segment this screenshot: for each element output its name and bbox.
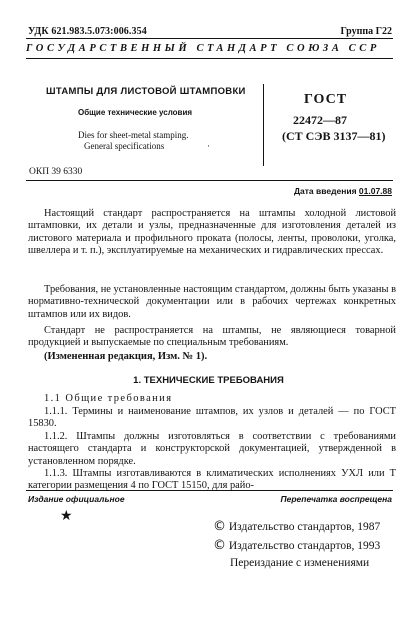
copyright-1993	[213, 538, 380, 553]
star-icon: ★	[60, 509, 73, 524]
standard-title: ШТАМПЫ ДЛЯ ЛИСТОВОЙ ШТАМПОВКИ	[46, 86, 246, 97]
reprint-notice: Перепечатка воспрещена	[280, 494, 392, 504]
subsection-heading: 1.1 Общие требования	[44, 393, 173, 404]
gost-number: 22472—87	[293, 113, 347, 127]
copyright-icon: ©	[213, 519, 226, 534]
paragraph-exclusion: Стандарт не распространяется на штампы, не являющиеся товарной продукцией и выпускаемые по специальным требованиям.	[28, 325, 396, 349]
organization-banner: ГОСУДАРСТВЕННЫЙ СТАНДАРТ СОЮЗА ССР	[26, 43, 380, 54]
section-heading: 1. ТЕХНИЧЕСКИЕ ТРЕБОВАНИЯ	[133, 375, 284, 386]
footer-rule	[26, 490, 393, 491]
group-code: Группа Г22	[340, 26, 392, 37]
gost-label: ГОСТ	[304, 92, 348, 107]
date-introduced	[294, 186, 392, 196]
clause-1-1-1: 1.1.1. Термины и наименование штампов, их узлов и деталей — по ГОСТ 15830.	[28, 406, 396, 430]
title-divider	[263, 84, 264, 166]
english-title-line1: Dies for sheet-metal stamping.	[78, 130, 189, 140]
date-introduced-label: Дата введения	[293, 186, 357, 196]
udk-code: УДК 621.983.5.073:006.354	[28, 26, 147, 37]
copyright-icon: ©	[213, 538, 226, 553]
copyright-1987-text: Издательство стандартов, 1987	[228, 521, 381, 533]
english-title-mark: ·	[207, 141, 210, 151]
copyright-1987	[213, 519, 380, 534]
okp-rule	[26, 180, 393, 181]
official-edition: Издание официальное	[28, 494, 125, 504]
paragraph-scope: Настоящий стандарт распространяется на штампы холодной листовой штамповки, их детали и узлы, предназначенные для изготовления деталей из листового материала и профильного проката (полосы, ленты, проволоки, уголка, швеллера и т. п.), эксплуатируемые на механических и гидравлических прессах.	[28, 208, 396, 257]
banner-rule	[26, 58, 393, 59]
standard-subtitle: Общие технические условия	[78, 108, 193, 117]
sev-number: (СТ СЭВ 3137—81)	[282, 129, 386, 143]
copyright-1993-text: Издательство стандартов, 1993	[228, 540, 381, 552]
okp-code: ОКП 39 6330	[29, 167, 83, 177]
date-introduced-value: 01.07.88	[358, 186, 392, 196]
clause-1-1-2: 1.1.2. Штампы должны изготовляться в соответствии с требованиями настоящего стандарта и конструкторской документацией, утвержденной в установленном порядке.	[28, 431, 396, 467]
english-title-line2: General specifications	[84, 141, 165, 151]
clause-1-1-3: 1.1.3. Штампы изготавливаются в климатических исполнениях УХЛ или Т категории размещения 4 по ГОСТ 15150, для райо-	[28, 468, 396, 492]
top-rule	[26, 38, 393, 39]
amendment-note: (Измененная редакция, Изм. № 1).	[44, 351, 208, 362]
paragraph-requirements: Требования, не установленные настоящим стандартом, должны быть указаны в нормативно-технической документации или в рабочих чертежах конкретных штампов или их видов.	[28, 284, 396, 320]
reissue-note: Переиздание с изменениями	[230, 557, 370, 569]
